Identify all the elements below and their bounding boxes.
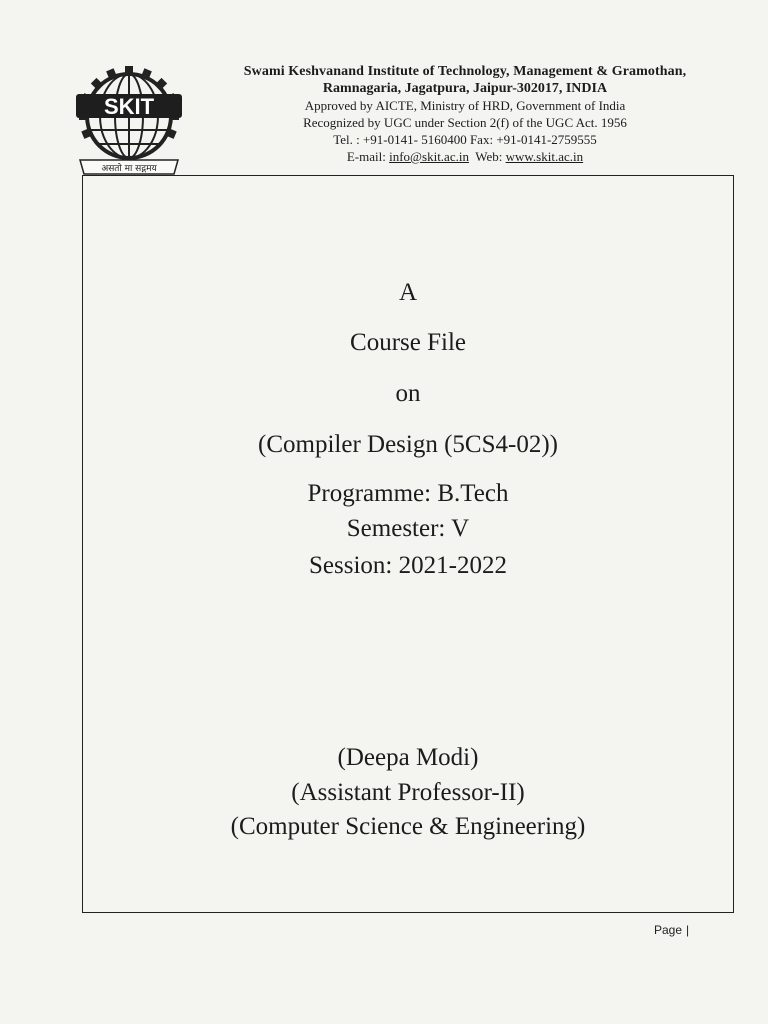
session: Session: 2021-2022 <box>309 552 507 579</box>
institute-recognition: Recognized by UGC under Section 2(f) of the UGC Act. 1956 <box>303 115 627 130</box>
cover-preposition: on <box>395 380 421 407</box>
institute-address: Ramnagaria, Jagatpura, Jaipur-302017, INDIA <box>322 81 608 96</box>
institute-details <box>190 63 740 165</box>
semester: Semester: V <box>346 515 470 542</box>
course-title: (Compiler Design (5CS4-02)) <box>258 431 558 458</box>
letterhead <box>70 60 740 180</box>
institute-approval: Approved by AICTE, Ministry of HRD, Government of India <box>304 98 626 113</box>
institute-name: Swami Keshvanand Institute of Technology, Management & Gramothan, <box>243 64 687 79</box>
page-footer <box>654 923 689 937</box>
email-link[interactable]: info@skit.ac.in <box>389 149 469 164</box>
cover-article: A <box>398 279 418 306</box>
author-department: (Computer Science & Engineering) <box>230 813 586 840</box>
cover-doc-type: Course File <box>350 329 466 356</box>
logo-text: SKIT <box>103 94 155 119</box>
institute-phone: Tel. : +91-0141- 5160400 Fax: +91-0141-2759555 <box>333 132 597 147</box>
web-link[interactable]: www.skit.ac.in <box>505 149 584 164</box>
web-label: Web: <box>475 149 506 164</box>
skit-logo <box>70 64 188 180</box>
page-label: Page <box>654 923 683 937</box>
email-label: E-mail: <box>346 149 390 164</box>
author-name: (Deepa Modi) <box>337 744 479 771</box>
globe-gear-icon <box>70 64 188 180</box>
logo-motto: असतो मा सद्गमय <box>101 164 157 174</box>
page-separator: | <box>686 923 690 937</box>
author-designation: (Assistant Professor-II) <box>291 779 525 806</box>
institute-contact <box>190 148 740 165</box>
programme: Programme: B.Tech <box>307 480 509 507</box>
